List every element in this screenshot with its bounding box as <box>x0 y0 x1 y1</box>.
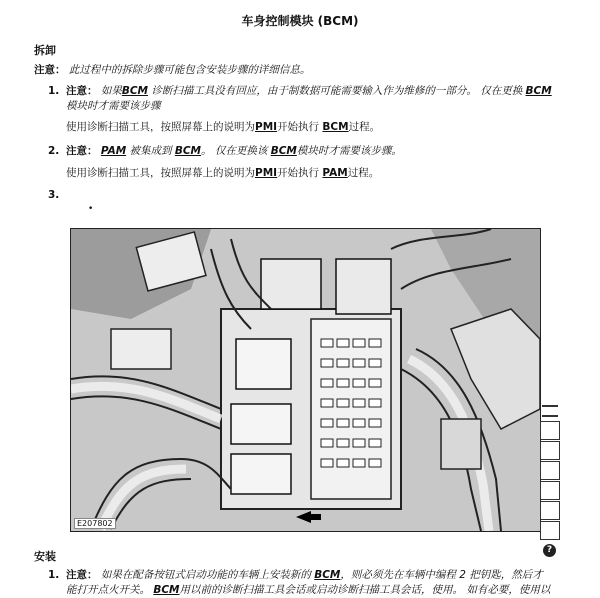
note-label: 注意： <box>66 85 98 97</box>
bcm-link[interactable]: BCM <box>525 85 552 97</box>
instruction-text: 过程。 <box>348 121 381 133</box>
removal-note <box>34 62 310 77</box>
instruction-text: 开始执行 <box>277 121 323 133</box>
step-1-instruction <box>66 120 380 135</box>
step-1 <box>48 84 558 114</box>
pam-link[interactable]: PAM <box>100 145 127 157</box>
bcm-link[interactable]: BCM <box>270 145 297 157</box>
figure-id-label: E207802 <box>74 518 116 529</box>
figure-zoom-button[interactable] <box>540 521 560 540</box>
note-text: 能打开点火开关。 <box>66 584 154 596</box>
page-title: 车身控制模块 (BCM) <box>241 14 359 28</box>
bcm-location-illustration <box>70 228 541 532</box>
instruction-text: 开始执行 <box>277 167 323 179</box>
bcm-link[interactable]: BCM <box>153 584 180 596</box>
step-2-instruction <box>66 166 379 181</box>
install-step-1 <box>48 568 558 598</box>
step-number: 3. <box>48 189 60 201</box>
instruction-text: 过程。 <box>347 167 380 179</box>
note-text: 模块时才需要该步骤。 <box>296 145 402 157</box>
bcm-link[interactable]: BCM <box>121 85 149 97</box>
engine-bay-drawing <box>71 229 540 531</box>
bcm-link[interactable]: BCM <box>174 145 202 157</box>
note-text: 被集成到 <box>126 145 175 157</box>
help-icon[interactable]: ? <box>543 544 556 557</box>
figure-zoom-button[interactable] <box>540 441 560 460</box>
pmi-link[interactable]: PMI <box>255 121 278 133</box>
pmi-link[interactable]: PMI <box>255 167 278 179</box>
step-2 <box>48 144 558 159</box>
figure-zoom-button[interactable] <box>540 501 560 520</box>
note-label: 注意： <box>66 145 98 157</box>
figure-expand-icon[interactable] <box>542 405 558 417</box>
instruction-text: 使用诊断扫描工具，按照屏幕上的说明为 <box>66 121 255 133</box>
step-number: 1. <box>48 569 60 581</box>
bullet: • <box>88 204 94 214</box>
figure-toolbar <box>540 405 560 557</box>
removal-heading: 拆卸 <box>34 44 56 57</box>
step-number: 1. <box>48 85 60 97</box>
note-text: 如果 <box>100 85 122 97</box>
note-text: ，则必须先在车辆中编程 2 把钥匙，然后才 <box>340 569 543 581</box>
bcm-link[interactable]: BCM <box>314 569 341 581</box>
note-text: 用以前的诊断扫描工具会话或启动诊断扫描工具会话，使用。 如有必要，使用以 <box>179 584 551 596</box>
bcm-link[interactable]: BCM <box>322 121 349 133</box>
note-text: 。 仅在更换该 <box>201 145 271 157</box>
note-text: 诊断扫描工具没有回应，由于制数据可能需要输入作为维修的一部分。 仅在更换 <box>148 85 526 97</box>
step-number: 2. <box>48 145 60 157</box>
note-text: 模块时才需要该步骤 <box>66 100 161 112</box>
instruction-text: 使用诊断扫描工具，按照屏幕上的说明为 <box>66 167 255 179</box>
note-text: 此过程中的拆除步骤可能包含安装步骤的详细信息。 <box>68 64 311 76</box>
install-heading: 安装 <box>34 550 56 563</box>
figure-zoom-button[interactable] <box>540 421 560 440</box>
note-label: 注意： <box>34 64 66 76</box>
note-text: 如果在配备按钮式启动功能的车辆上安装新的 <box>100 569 315 581</box>
note-label: 注意： <box>66 569 98 581</box>
pam-link[interactable]: PAM <box>322 167 348 179</box>
figure-zoom-button[interactable] <box>540 481 560 500</box>
figure-zoom-button[interactable] <box>540 461 560 480</box>
